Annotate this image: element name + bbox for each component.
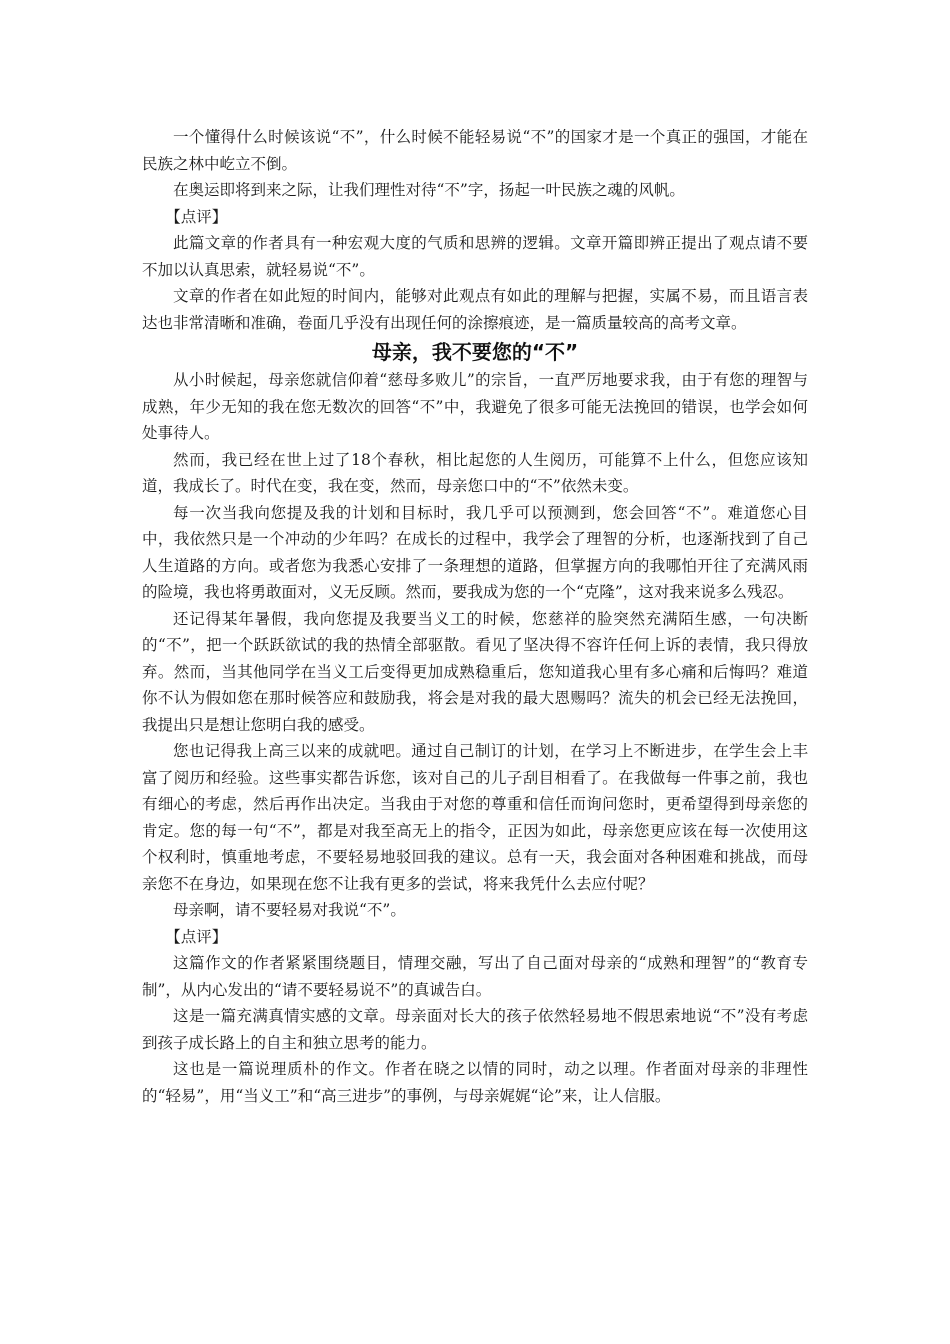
paragraph: 在奥运即将到来之际，让我们理性对待“不”字，扬起一叶民族之魂的风帆。 bbox=[173, 181, 685, 199]
paragraph: 然而，我已经在世上过了18个春秋，相比起您的人生阅历，可能算不上什么，但您应该知道，我成长了。时代在变，我在变，然而，母亲您口中的“不”依然未变。 bbox=[142, 450, 808, 495]
comment-paragraph: 这篇作文的作者紧紧围绕题目，情理交融，写出了自己面对母亲的“成熟和理智”的“教育专制”，从内心发出的“请不要轻易说不”的真诚告白。 bbox=[142, 954, 808, 999]
comment-paragraph: 文章的作者在如此短的时间内，能够对此观点有如此的理解与把握，实属不易，而且语言表达也非常清晰和准确，卷面几乎没有出现任何的涂擦痕迹，是一篇质量较高的高考文章。 bbox=[142, 287, 808, 332]
paragraph: 每一次当我向您提及我的计划和目标时，我几乎可以预测到，您会回答“不”。难道您心目中，我依然只是一个冲动的少年吗？在成长的过程中，我学会了理智的分析，也逐渐找到了自己人生道路的方向。或者您为我悉心安排了一条理想的道路，但掌握方向的我哪怕开往了充满风雨的险境，我也将勇敢面对，义无反顾。然而，要我成为您的一个“克隆”，这对我来说多么残忍。 bbox=[142, 503, 808, 601]
comment-label: 【点评】 bbox=[165, 207, 228, 226]
comment-paragraph: 这也是一篇说理质朴的作文。作者在晓之以情的同时，动之以理。作者面对母亲的非理性的“轻易”，用“当义工”和“高三进步”的事例，与母亲娓娓“论”来，让人信服。 bbox=[142, 1060, 808, 1105]
comment-paragraph: 此篇文章的作者具有一种宏观大度的气质和思辨的逻辑。文章开篇即辨正提出了观点请不要不加以认真思索，就轻易说“不”。 bbox=[142, 234, 808, 279]
comment-label: 【点评】 bbox=[165, 927, 228, 946]
comment-paragraph: 这是一篇充满真情实感的文章。母亲面对长大的孩子依然轻易地不假思索地说“不”没有考虑到孩子成长路上的自主和独立思考的能力。 bbox=[142, 1007, 808, 1052]
paragraph: 一个懂得什么时候该说“不”，什么时候不能轻易说“不”的国家才是一个真正的强国，才能在民族之林中屹立不倒。 bbox=[142, 128, 808, 173]
paragraph: 从小时候起，母亲您就信仰着“慈母多败儿”的宗旨，一直严厉地要求我，由于有您的理智与成熟，年少无知的我在您无数次的回答“不”中，我避免了很多可能无法挽回的错误，也学会如何处事待人。 bbox=[142, 371, 808, 442]
paragraph: 母亲啊，请不要轻易对我说“不”。 bbox=[173, 901, 406, 919]
paragraph: 还记得某年暑假，我向您提及我要当义工的时候，您慈祥的脸突然充满陌生感，一句决断的“不”，把一个跃跃欲试的我的热情全部驱散。看见了坚决得不容许任何上诉的表情，我只得放弃。然而，当其他同学在当义工后变得更加成熟稳重后，您知道我心里有多心痛和后悔吗？难道你不认为假如您在那时候答应和鼓励我，将会是对我的最大恩赐吗？流失的机会已经无法挽回，我提出只是想让您明白我的感受。 bbox=[142, 609, 808, 734]
paragraph: 您也记得我上高三以来的成就吧。通过自己制订的计划，在学习上不断进步，在学生会上丰富了阅历和经验。这些事实都告诉您，该对自己的儿子刮目相看了。在我做每一件事之前，我也有细心的考虑，然后再作出决定。当我由于对您的尊重和信任而询问您时，更希望得到母亲您的肯定。您的每一句“不”，都是对我至高无上的指令，正因为如此，母亲您更应该在每一次使用这个权利时，慎重地考虑，不要轻易地驳回我的建议。总有一天，我会面对各种困难和挑战，而母亲您不在身边，如果现在您不让我有更多的尝试，将来我凭什么去应付呢？ bbox=[142, 742, 808, 893]
essay-title: 母亲，我不要您的“不” bbox=[371, 340, 579, 364]
document-page bbox=[142, 124, 808, 1109]
